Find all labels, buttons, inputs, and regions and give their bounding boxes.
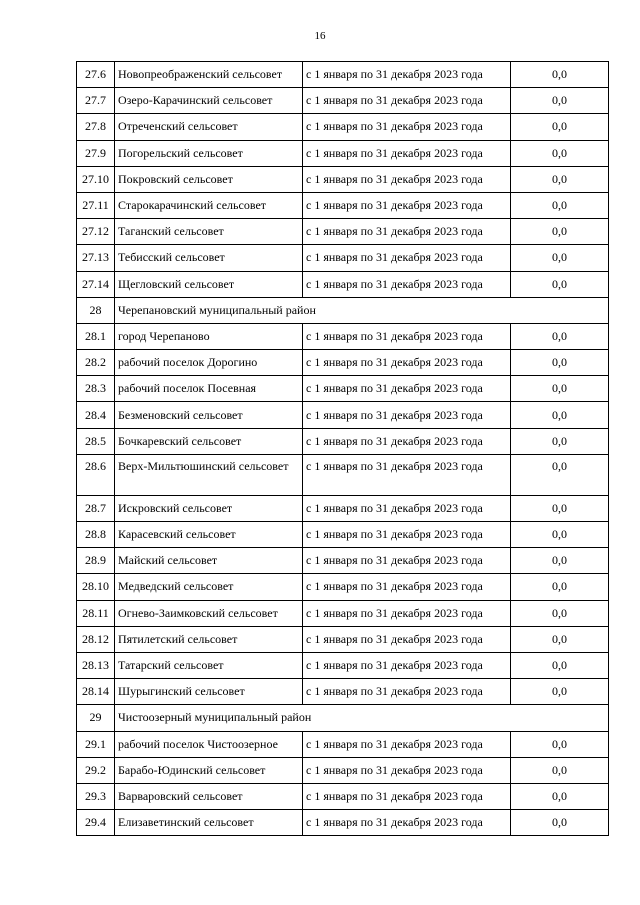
period-cell: с 1 января по 31 декабря 2023 года: [303, 757, 511, 783]
row-number: 27.8: [77, 114, 115, 140]
table-row: [77, 402, 609, 428]
row-number: 28.8: [77, 522, 115, 548]
settlement-name: Медведский сельсовет: [115, 574, 303, 600]
value-cell: 0,0: [511, 548, 609, 574]
period-cell: с 1 января по 31 декабря 2023 года: [303, 810, 511, 836]
table-row: [77, 783, 609, 809]
period-cell: с 1 января по 31 декабря 2023 года: [303, 350, 511, 376]
row-number: 29.2: [77, 757, 115, 783]
value-cell: 0,0: [511, 731, 609, 757]
table-row: [77, 600, 609, 626]
period-cell: с 1 января по 31 декабря 2023 года: [303, 731, 511, 757]
period-cell: с 1 января по 31 декабря 2023 года: [303, 114, 511, 140]
table-row: [77, 626, 609, 652]
table-row: [77, 757, 609, 783]
period-cell: с 1 января по 31 декабря 2023 года: [303, 219, 511, 245]
period-cell: с 1 января по 31 декабря 2023 года: [303, 548, 511, 574]
period-cell: с 1 января по 31 декабря 2023 года: [303, 454, 511, 495]
period-cell: с 1 января по 31 декабря 2023 года: [303, 140, 511, 166]
period-cell: с 1 января по 31 декабря 2023 года: [303, 88, 511, 114]
table-body: [77, 62, 609, 836]
value-cell: 0,0: [511, 62, 609, 88]
settlement-name: город Черепаново: [115, 323, 303, 349]
row-number: 28: [77, 297, 115, 323]
settlement-name: Безменовский сельсовет: [115, 402, 303, 428]
table-row: [77, 323, 609, 349]
settlement-name: Щегловский сельсовет: [115, 271, 303, 297]
row-number: 28.5: [77, 428, 115, 454]
settlement-name: Варваровский сельсовет: [115, 783, 303, 809]
settlement-name: Погорельский сельсовет: [115, 140, 303, 166]
value-cell: 0,0: [511, 350, 609, 376]
value-cell: 0,0: [511, 428, 609, 454]
table-row: [77, 219, 609, 245]
value-cell: 0,0: [511, 376, 609, 402]
settlement-name: рабочий поселок Чистоозерное: [115, 731, 303, 757]
row-number: 27.14: [77, 271, 115, 297]
table-row: [77, 428, 609, 454]
value-cell: 0,0: [511, 783, 609, 809]
value-cell: 0,0: [511, 140, 609, 166]
row-number: 27.6: [77, 62, 115, 88]
row-number: 29: [77, 705, 115, 731]
period-cell: с 1 января по 31 декабря 2023 года: [303, 192, 511, 218]
row-number: 27.12: [77, 219, 115, 245]
period-cell: с 1 января по 31 декабря 2023 года: [303, 428, 511, 454]
district-header-row: [77, 705, 609, 731]
table-row: [77, 522, 609, 548]
period-cell: с 1 января по 31 декабря 2023 года: [303, 166, 511, 192]
value-cell: 0,0: [511, 166, 609, 192]
table-row: [77, 810, 609, 836]
value-cell: 0,0: [511, 495, 609, 521]
value-cell: 0,0: [511, 574, 609, 600]
district-name: Чистоозерный муниципальный район: [115, 705, 609, 731]
row-number: 29.3: [77, 783, 115, 809]
period-cell: с 1 января по 31 декабря 2023 года: [303, 522, 511, 548]
row-number: 28.13: [77, 652, 115, 678]
period-cell: с 1 января по 31 декабря 2023 года: [303, 495, 511, 521]
row-number: 28.2: [77, 350, 115, 376]
value-cell: 0,0: [511, 454, 609, 495]
row-number: 28.7: [77, 495, 115, 521]
table-row: [77, 454, 609, 495]
value-cell: 0,0: [511, 192, 609, 218]
settlement-name: Новопреображенский сельсовет: [115, 62, 303, 88]
table-row: [77, 731, 609, 757]
row-number: 29.1: [77, 731, 115, 757]
table-row: [77, 166, 609, 192]
page-number: 16: [314, 30, 326, 42]
value-cell: 0,0: [511, 679, 609, 705]
table-row: [77, 114, 609, 140]
value-cell: 0,0: [511, 600, 609, 626]
settlement-name: Майский сельсовет: [115, 548, 303, 574]
settlement-name: рабочий поселок Дорогино: [115, 350, 303, 376]
table-row: [77, 574, 609, 600]
row-number: 28.11: [77, 600, 115, 626]
settlement-name: Татарский сельсовет: [115, 652, 303, 678]
period-cell: с 1 января по 31 декабря 2023 года: [303, 574, 511, 600]
settlement-name: Карасевский сельсовет: [115, 522, 303, 548]
settlement-name: Тебисский сельсовет: [115, 245, 303, 271]
period-cell: с 1 января по 31 декабря 2023 года: [303, 376, 511, 402]
table-row: [77, 245, 609, 271]
settlement-name: Отреченский сельсовет: [115, 114, 303, 140]
value-cell: 0,0: [511, 271, 609, 297]
row-number: 28.3: [77, 376, 115, 402]
table-row: [77, 679, 609, 705]
period-cell: с 1 января по 31 декабря 2023 года: [303, 402, 511, 428]
settlement-name: Огнево-Заимковский сельсовет: [115, 600, 303, 626]
row-number: 28.12: [77, 626, 115, 652]
district-header-row: [77, 297, 609, 323]
value-cell: 0,0: [511, 402, 609, 428]
settlement-name: Искровский сельсовет: [115, 495, 303, 521]
table-row: [77, 140, 609, 166]
period-cell: с 1 января по 31 декабря 2023 года: [303, 323, 511, 349]
table-row: [77, 88, 609, 114]
period-cell: с 1 января по 31 декабря 2023 года: [303, 271, 511, 297]
row-number: 28.1: [77, 323, 115, 349]
table-row: [77, 652, 609, 678]
district-name: Черепановский муниципальный район: [115, 297, 609, 323]
table-row: [77, 271, 609, 297]
row-number: 28.14: [77, 679, 115, 705]
period-cell: с 1 января по 31 декабря 2023 года: [303, 600, 511, 626]
settlement-name: Верх-Мильтюшинский сельсовет: [115, 454, 303, 495]
settlement-name: Елизаветинский сельсовет: [115, 810, 303, 836]
table-row: [77, 376, 609, 402]
table-row: [77, 350, 609, 376]
row-number: 28.6: [77, 454, 115, 495]
settlement-name: Пятилетский сельсовет: [115, 626, 303, 652]
period-cell: с 1 января по 31 декабря 2023 года: [303, 62, 511, 88]
value-cell: 0,0: [511, 810, 609, 836]
value-cell: 0,0: [511, 219, 609, 245]
period-cell: с 1 января по 31 декабря 2023 года: [303, 783, 511, 809]
settlement-name: Покровский сельсовет: [115, 166, 303, 192]
table-row: [77, 192, 609, 218]
row-number: 27.10: [77, 166, 115, 192]
settlement-name: Шурыгинский сельсовет: [115, 679, 303, 705]
settlement-name: Озеро-Карачинский сельсовет: [115, 88, 303, 114]
row-number: 28.10: [77, 574, 115, 600]
value-cell: 0,0: [511, 757, 609, 783]
row-number: 27.7: [77, 88, 115, 114]
row-number: 27.11: [77, 192, 115, 218]
row-number: 27.9: [77, 140, 115, 166]
settlement-name: Таганский сельсовет: [115, 219, 303, 245]
period-cell: с 1 января по 31 декабря 2023 года: [303, 626, 511, 652]
table-row: [77, 62, 609, 88]
value-cell: 0,0: [511, 652, 609, 678]
value-cell: 0,0: [511, 88, 609, 114]
settlement-name: Бочкаревский сельсовет: [115, 428, 303, 454]
row-number: 28.4: [77, 402, 115, 428]
table-row: [77, 495, 609, 521]
settlement-name: рабочий поселок Посевная: [115, 376, 303, 402]
value-cell: 0,0: [511, 245, 609, 271]
period-cell: с 1 января по 31 декабря 2023 года: [303, 245, 511, 271]
settlement-name: Барабо-Юдинский сельсовет: [115, 757, 303, 783]
row-number: 29.4: [77, 810, 115, 836]
period-cell: с 1 января по 31 декабря 2023 года: [303, 652, 511, 678]
period-cell: с 1 января по 31 декабря 2023 года: [303, 679, 511, 705]
value-cell: 0,0: [511, 626, 609, 652]
row-number: 28.9: [77, 548, 115, 574]
settlement-name: Старокарачинский сельсовет: [115, 192, 303, 218]
value-cell: 0,0: [511, 522, 609, 548]
table-row: [77, 548, 609, 574]
value-cell: 0,0: [511, 114, 609, 140]
row-number: 27.13: [77, 245, 115, 271]
municipality-table: [76, 61, 609, 836]
value-cell: 0,0: [511, 323, 609, 349]
